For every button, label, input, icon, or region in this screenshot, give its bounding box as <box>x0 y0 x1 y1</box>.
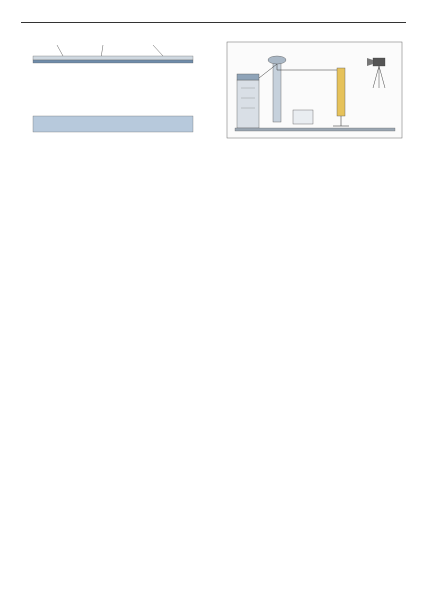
figure-1-side-view <box>21 36 204 106</box>
left-column <box>21 30 204 148</box>
strip-top <box>33 116 193 132</box>
voltage-divider <box>273 62 281 122</box>
figure-2-diagram <box>223 40 406 142</box>
figure-1 <box>21 36 204 145</box>
right-column <box>223 30 406 149</box>
control-box <box>293 110 313 124</box>
camera <box>373 58 385 66</box>
divider-top-electrode <box>268 56 286 64</box>
ground-plate <box>235 128 395 131</box>
hv-generator <box>237 80 259 128</box>
high-resistance-base <box>33 60 193 63</box>
hv-generator-top <box>237 74 259 80</box>
running-header <box>21 9 406 23</box>
diverter-strip-sample <box>337 68 345 116</box>
figure-1-top-view <box>21 110 204 140</box>
figure-2 <box>223 40 406 146</box>
base-strip-side <box>33 56 193 60</box>
